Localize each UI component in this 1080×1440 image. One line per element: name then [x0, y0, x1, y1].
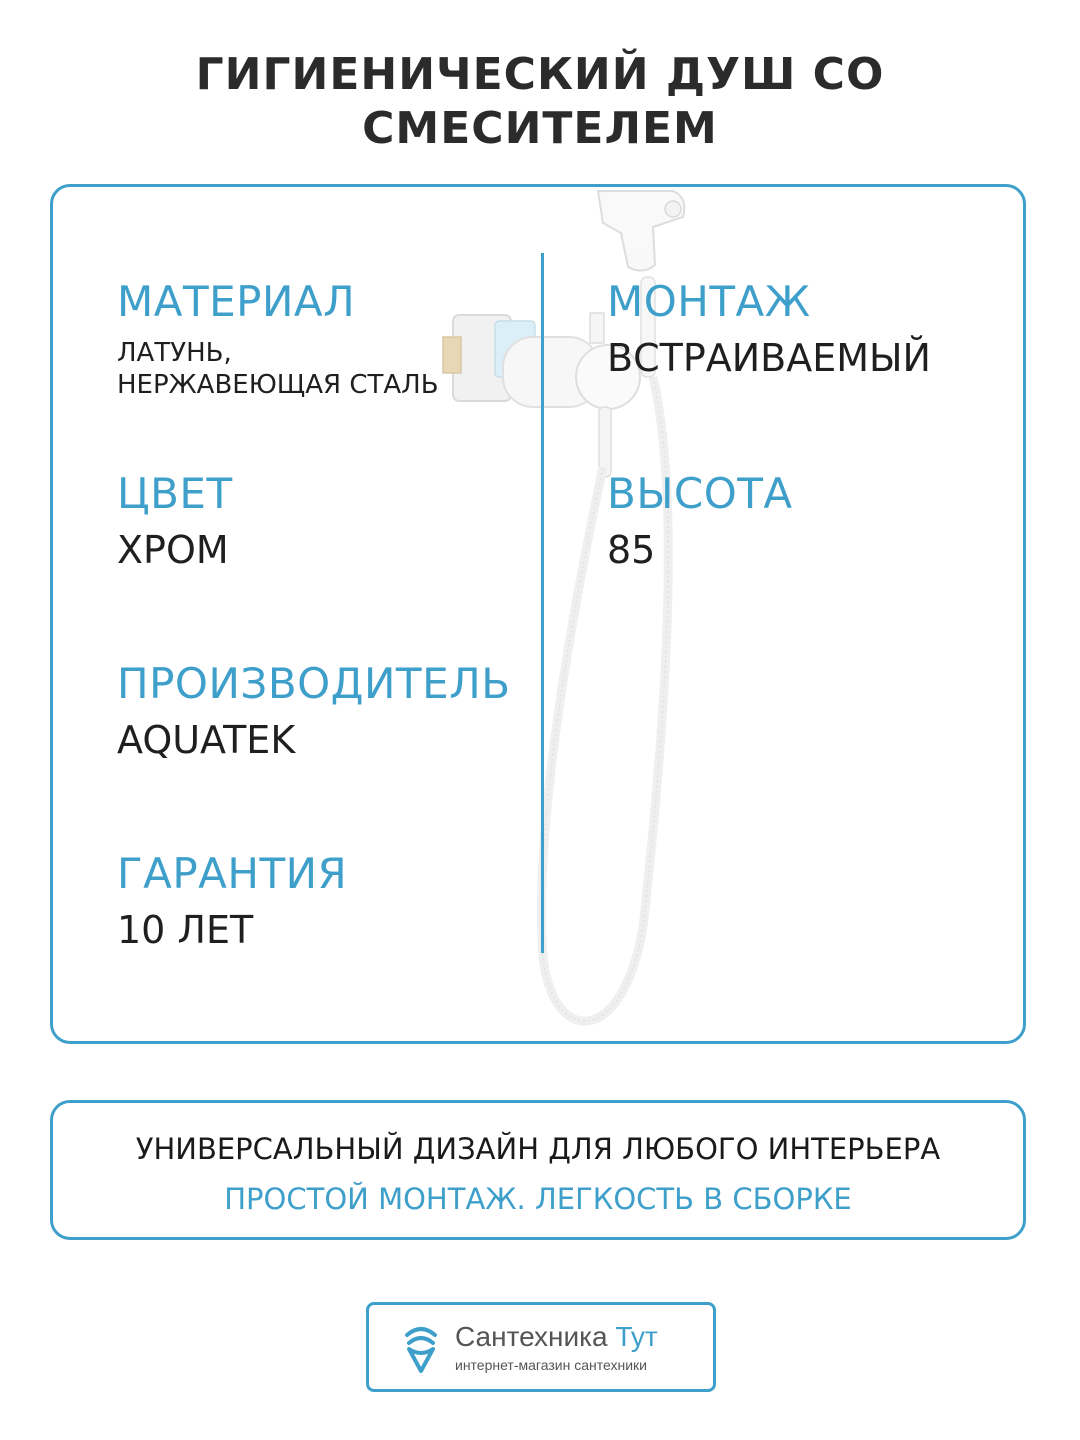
spec-mounting-value: ВСТРАИВАЕМЫЙ	[607, 336, 931, 380]
spec-mounting-label: МОНТАЖ	[607, 277, 811, 326]
spec-mounting	[607, 277, 931, 381]
spec-color-value: ХРОМ	[117, 528, 229, 572]
spec-height-label: ВЫСОТА	[607, 469, 793, 518]
spec-warranty-label: ГАРАНТИЯ	[117, 849, 348, 898]
logo-name-main: Сантехника	[455, 1321, 616, 1352]
logo-name	[455, 1321, 658, 1353]
spec-manufacturer-value: AQUATEK	[117, 718, 296, 762]
feature-line-1: УНИВЕРСАЛЬНЫЙ ДИЗАЙН ДЛЯ ЛЮБОГО ИНТЕРЬЕРА	[135, 1132, 941, 1166]
spec-manufacturer	[117, 659, 511, 763]
spec-warranty	[117, 849, 347, 953]
spec-material-value-line2: НЕРЖАВЕЮЩАЯ СТАЛЬ	[117, 370, 439, 400]
spec-material-value	[117, 337, 439, 401]
spec-material-value-line1: ЛАТУНЬ,	[117, 338, 232, 368]
logo-name-accent: Тут	[615, 1321, 658, 1352]
title-line-1: ГИГИЕНИЧЕСКИЙ ДУШ СО	[195, 49, 885, 100]
spec-manufacturer-label: ПРОИЗВОДИТЕЛЬ	[117, 659, 511, 708]
spec-color	[117, 469, 233, 573]
page-title	[0, 48, 1080, 156]
logo-tagline: интернет-магазин сантехники	[455, 1357, 647, 1373]
feature-line-2: ПРОСТОЙ МОНТАЖ. ЛЕГКОСТЬ В СБОРКЕ	[224, 1182, 852, 1216]
features-card	[50, 1100, 1026, 1240]
store-logo[interactable]	[366, 1302, 716, 1392]
title-line-2: СМЕСИТЕЛЕМ	[362, 103, 718, 154]
spec-height-value: 85	[607, 528, 656, 572]
specs-card	[50, 184, 1026, 1044]
spec-height	[607, 469, 793, 573]
column-divider	[541, 253, 544, 953]
map-pin-icon	[403, 1321, 439, 1375]
spec-material	[117, 277, 439, 401]
spec-material-label: МАТЕРИАЛ	[117, 277, 356, 326]
spec-warranty-value: 10 ЛЕТ	[117, 908, 254, 952]
spec-color-label: ЦВЕТ	[117, 469, 233, 518]
